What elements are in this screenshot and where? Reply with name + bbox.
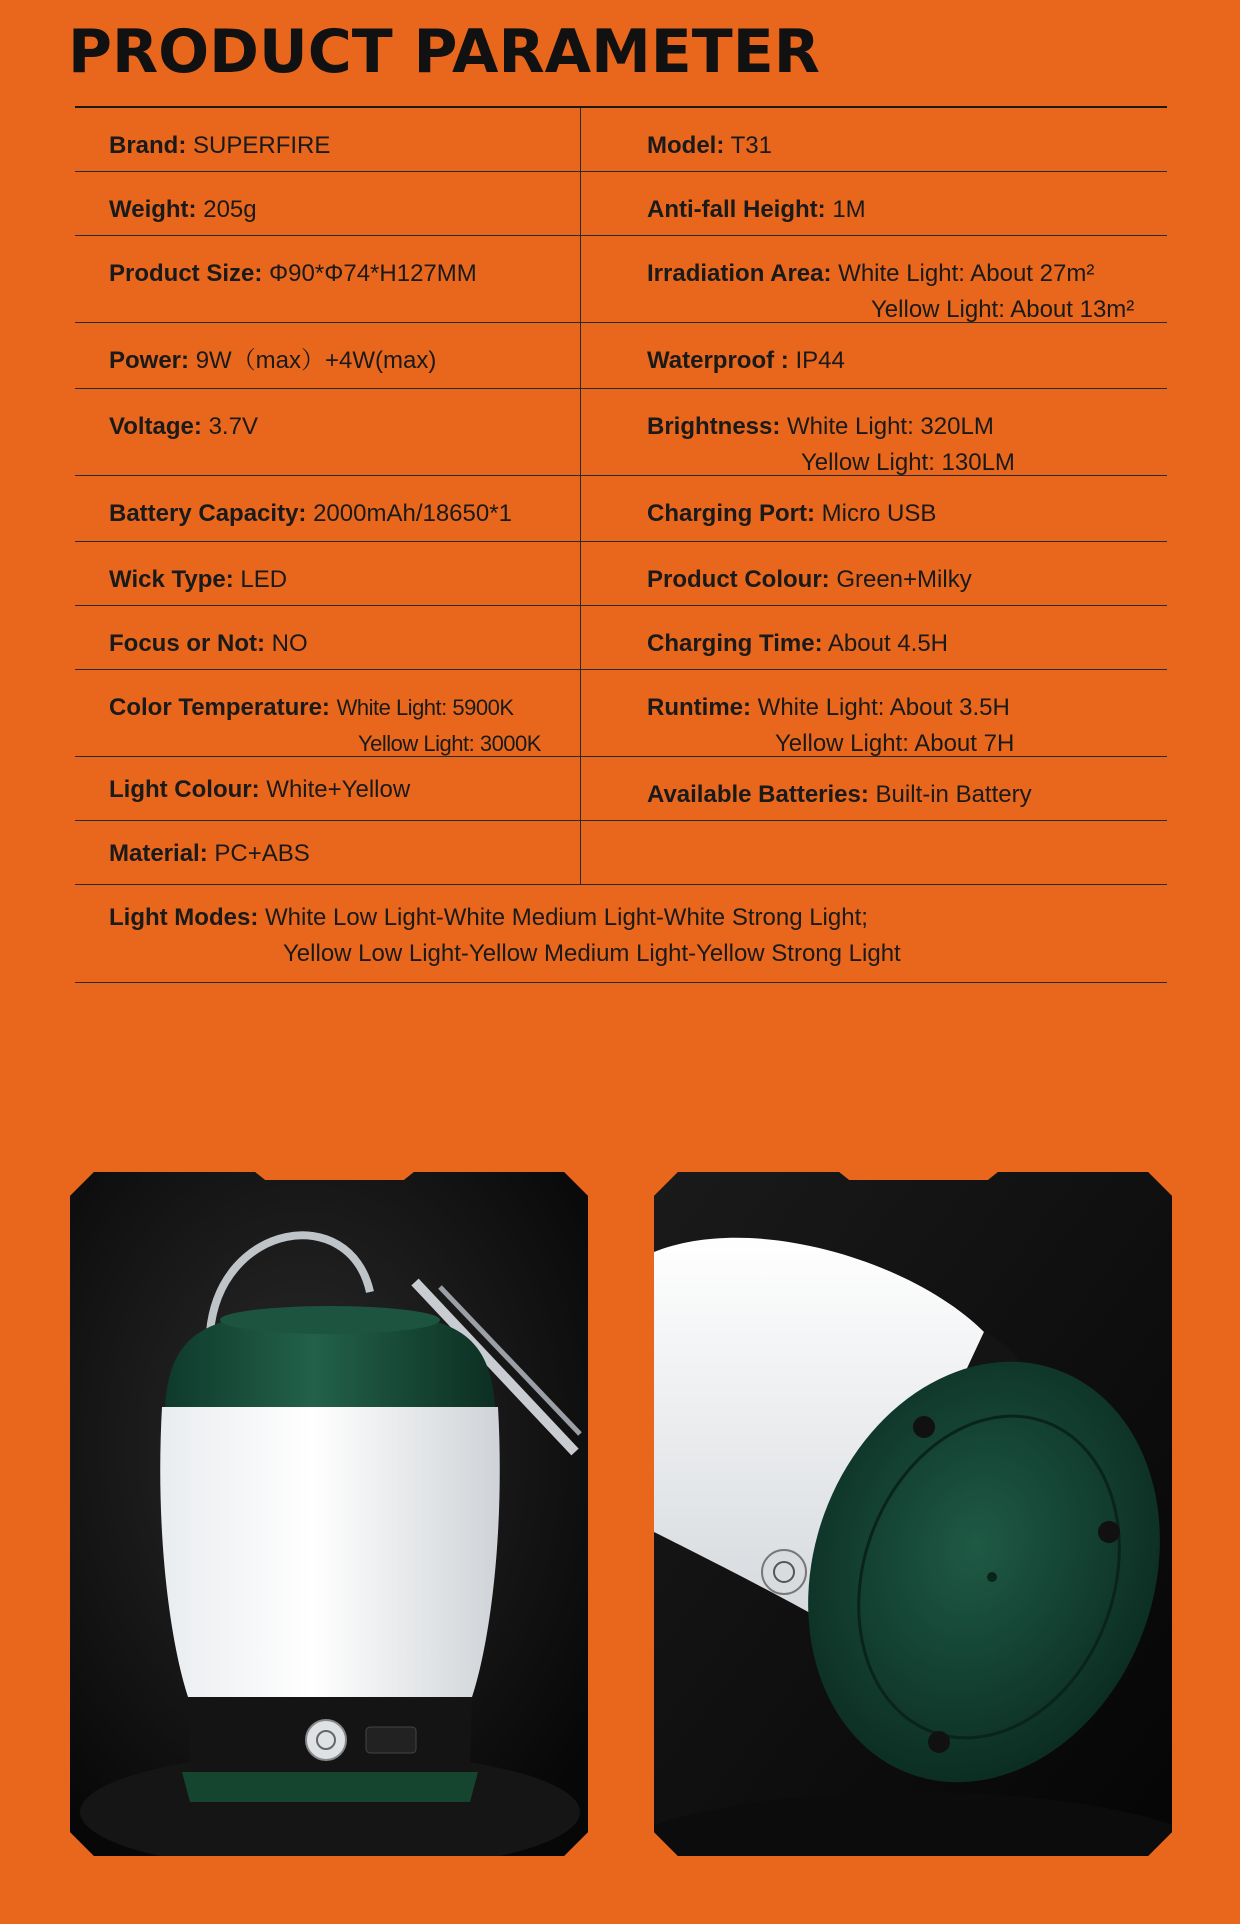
param-value: About 4.5H: [827, 630, 949, 657]
param-voltage: [75, 389, 581, 475]
table-row: [75, 172, 1167, 236]
table-row: [75, 323, 1167, 389]
table-row: [75, 821, 1167, 885]
param-anti-fall-height: [581, 172, 1167, 235]
param-value: SUPERFIRE: [193, 132, 331, 159]
param-label: Model:: [647, 132, 725, 159]
lantern-front-photo: [70, 1172, 588, 1856]
param-value: 2000mAh/18650*1: [313, 500, 512, 527]
param-product-colour: [581, 542, 1167, 605]
param-value: 1M: [832, 196, 866, 223]
table-row: [75, 236, 1167, 323]
param-label: Wick Type:: [109, 566, 234, 593]
param-label: Weight:: [109, 196, 197, 223]
lantern-front-illustration: [70, 1172, 588, 1856]
table-row: [75, 606, 1167, 670]
param-label: Voltage:: [109, 413, 202, 440]
param-label: Color Temperature:: [109, 694, 330, 721]
param-label: Waterproof :: [647, 347, 789, 374]
param-label: Product Colour:: [647, 566, 830, 593]
param-label: Charging Port:: [647, 500, 815, 527]
param-brand: [75, 108, 581, 171]
param-label: Charging Time:: [647, 630, 823, 657]
param-value: 205g: [203, 196, 257, 223]
param-value-line2: Yellow Light: About 13m²: [871, 296, 1135, 323]
param-value: White Low Light-White Medium Light-White Strong Light;: [264, 904, 868, 931]
param-value: Built-in Battery: [875, 781, 1032, 808]
lantern-base-illustration: [654, 1172, 1172, 1856]
param-label: Product Size:: [109, 260, 263, 287]
param-label: Irradiation Area:: [647, 260, 832, 287]
param-value: 9W（max）+4W(max): [195, 347, 437, 374]
parameter-table: [75, 106, 1167, 983]
param-charging-port: [581, 476, 1167, 541]
param-label: Material:: [109, 840, 208, 867]
param-waterproof: [581, 323, 1167, 388]
param-value: T31: [730, 132, 772, 159]
param-color-temperature: [75, 670, 581, 756]
table-row: [75, 389, 1167, 476]
param-value: White Light: About 27m²: [838, 260, 1095, 287]
param-available-batteries: [581, 757, 1167, 820]
param-irradiation-area: [581, 236, 1167, 322]
table-row: [75, 108, 1167, 172]
lantern-base-photo: [654, 1172, 1172, 1856]
param-battery-capacity: [75, 476, 581, 541]
param-focus: [75, 606, 581, 669]
param-value-line2: Yellow Light: 130LM: [801, 449, 1015, 476]
param-value: White+Yellow: [266, 776, 411, 803]
table-row: [75, 885, 1167, 983]
param-model: [581, 108, 1167, 171]
param-power: [75, 323, 581, 388]
param-label: Light Modes:: [109, 904, 259, 931]
table-row: [75, 476, 1167, 542]
param-value-line2: Yellow Low Light-Yellow Medium Light-Yellow Strong Light: [283, 940, 901, 967]
param-product-size: [75, 236, 581, 322]
table-row: [75, 757, 1167, 821]
param-label: Brightness:: [647, 413, 781, 440]
param-value: PC+ABS: [214, 840, 310, 867]
param-value: NO: [271, 630, 308, 657]
param-value: LED: [240, 566, 288, 593]
param-value: White Light: 320LM: [787, 413, 994, 440]
param-label: Available Batteries:: [647, 781, 869, 808]
param-label: Battery Capacity:: [109, 500, 307, 527]
param-value: Φ90*Φ74*H127MM: [269, 260, 477, 287]
param-wick-type: [75, 542, 581, 605]
param-label: Power:: [109, 347, 190, 374]
param-runtime: [581, 670, 1167, 756]
param-brightness: [581, 389, 1167, 475]
param-value-line2: Yellow Light: About 7H: [775, 730, 1015, 757]
param-label: Light Colour:: [109, 776, 260, 803]
param-value: 3.7V: [208, 413, 258, 440]
param-value: IP44: [795, 347, 845, 374]
empty-cell: [581, 821, 1167, 884]
param-value: White Light: 5900K: [336, 695, 514, 720]
param-value: White Light: About 3.5H: [757, 694, 1010, 721]
param-weight: [75, 172, 581, 235]
param-label: Brand:: [109, 132, 187, 159]
param-value-line2: Yellow Light: 3000K: [358, 731, 541, 756]
param-label: Anti-fall Height:: [647, 196, 826, 223]
page-title: PRODUCT PARAMETER: [68, 17, 820, 87]
param-label: Runtime:: [647, 694, 751, 721]
param-value: Micro USB: [821, 500, 937, 527]
table-row: [75, 670, 1167, 757]
param-light-modes: [75, 885, 1167, 982]
param-value: Green+Milky: [836, 566, 972, 593]
param-label: Focus or Not:: [109, 630, 265, 657]
param-material: [75, 821, 581, 884]
param-charging-time: [581, 606, 1167, 669]
table-row: [75, 542, 1167, 606]
param-light-colour: [75, 757, 581, 820]
